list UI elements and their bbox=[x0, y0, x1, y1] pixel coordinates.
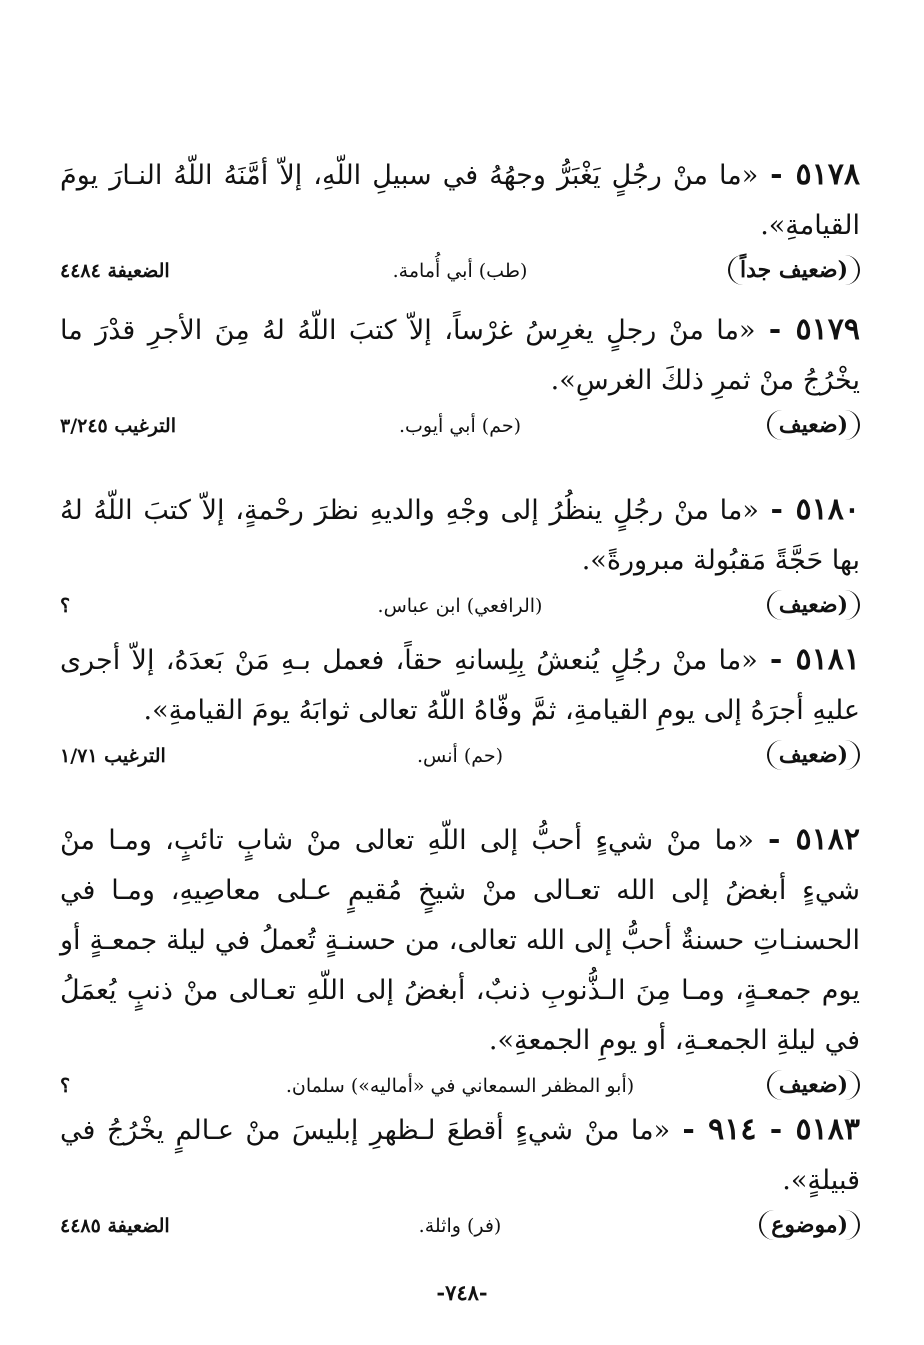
grade-label: (ضعيف جداً bbox=[728, 255, 860, 285]
reference-label: ؟ bbox=[60, 595, 71, 617]
hadith-meta bbox=[60, 1066, 860, 1106]
hadith-entry bbox=[60, 485, 860, 626]
source-label: (حم) أنس. bbox=[416, 745, 504, 767]
reference-label: الضعيفة ٤٤٨٥ bbox=[60, 1215, 170, 1237]
hadith-body: «ما منْ رجلٍ يغرِسُ غرْساً، إلاّ كتبَ اللّهُ لهُ مِنَ الأجرِ قدْرَ ما يخْرُجُ منْ ثمرِ ذلكَ الغرسِ». bbox=[60, 315, 860, 396]
grade-label: (ضعيف bbox=[767, 410, 860, 440]
hadith-number: ٥١٨٣ - ٩١٤ - bbox=[682, 1112, 860, 1147]
hadith-number: ٥١٨٢ - bbox=[767, 822, 860, 857]
hadith-text bbox=[60, 1105, 860, 1206]
hadith-meta bbox=[60, 251, 860, 291]
grade-label: (موضوع bbox=[759, 1210, 860, 1240]
hadith-text bbox=[60, 305, 860, 406]
grade-label: (ضعيف bbox=[767, 740, 860, 770]
reference-label: الضعيفة ٤٤٨٤ bbox=[60, 260, 170, 282]
grade-label: (ضعيف bbox=[767, 590, 860, 620]
hadith-text bbox=[60, 635, 860, 736]
page-number: -٧٤٨- bbox=[436, 1280, 488, 1305]
grade-label: (ضعيف bbox=[767, 1070, 860, 1100]
hadith-text bbox=[60, 150, 860, 251]
hadith-body: «ما منْ رجُلٍ يُنعشُ بِلِسانهِ حقاً، فعمل بـهِ مَنْ بَعدَهُ، إلاّ أجرى عليهِ أجرَهُ إلى يومِ القيامةِ، ثمَّ وفّاهُ اللّهُ تعالى ثوابَهُ يومَ القيامةِ». bbox=[60, 645, 860, 726]
hadith-entry bbox=[60, 635, 860, 776]
hadith-number: ٥١٧٨ - bbox=[770, 157, 860, 192]
hadith-body: «ما منْ شيءٍ أحبُّ إلى اللّهِ تعالى منْ شابٍ تائبٍ، ومـا منْ شيءٍ أبغضُ إلى الله تعـالى منْ شيخٍ مُقيمٍ عـلى معاصِيهِ، ومـا في الحسنـاتِ حسنةٌ أحبُّ إلى الله تعالى، من حسنـةٍ تُعملُ في ليلة جمعـةٍ أو يوم جمعـةٍ، ومـا مِنَ الـذُّنوبِ ذنبٌ، أبغضُ إلى اللّهِ تعـالى منْ ذنبٍ يُعمَلُ في ليلةِ الجمعـةِ، أو يومِ الجمعةِ». bbox=[60, 825, 860, 1056]
hadith-number: ٥١٨٠ - bbox=[770, 492, 860, 527]
source-label: (فر) واثلة. bbox=[418, 1215, 502, 1237]
source-label: (طب) أبي أُمامة. bbox=[392, 260, 528, 282]
hadith-text bbox=[60, 485, 860, 586]
source-label: (أبو المظفر السمعاني في «أماليه») سلمان. bbox=[285, 1075, 635, 1097]
source-label: (حم) أبي أيوب. bbox=[398, 415, 522, 437]
hadith-entry bbox=[60, 815, 860, 1106]
hadith-meta bbox=[60, 406, 860, 446]
hadith-body: «ما منْ رجُلٍ يَغْبَرُّ وجهُهُ في سبيلِ اللّهِ، إلاّ أمَّنَهُ اللّهُ النـارَ يومَ القيامةِ». bbox=[60, 160, 860, 241]
hadith-entry bbox=[60, 150, 860, 291]
hadith-body: «ما منْ شيءٍ أقطعَ لـظهرِ إبليسَ منْ عـالمٍ يخْرُجُ في قبيلةٍ». bbox=[60, 1115, 860, 1196]
hadith-number: ٥١٧٩ - bbox=[768, 312, 860, 347]
reference-label: الترغيب ١/٧١ bbox=[60, 745, 166, 767]
hadith-text bbox=[60, 815, 860, 1066]
hadith-number: ٥١٨١ - bbox=[769, 642, 860, 677]
reference-label: ؟ bbox=[60, 1075, 71, 1097]
hadith-entry bbox=[60, 1105, 860, 1246]
hadith-body: «ما منْ رجُلٍ ينظُرُ إلى وجْهِ والديهِ نظرَ رحْمةٍ، إلاّ كتبَ اللّهُ لهُ بها حَجَّةً مَقبُولة مبرورةً». bbox=[60, 495, 860, 576]
hadith-entry bbox=[60, 305, 860, 446]
hadith-meta bbox=[60, 736, 860, 776]
reference-label: الترغيب ٣/٢٤٥ bbox=[60, 415, 176, 437]
source-label: (الرافعي) ابن عباس. bbox=[377, 595, 543, 617]
hadith-meta bbox=[60, 1206, 860, 1246]
hadith-meta bbox=[60, 586, 860, 626]
